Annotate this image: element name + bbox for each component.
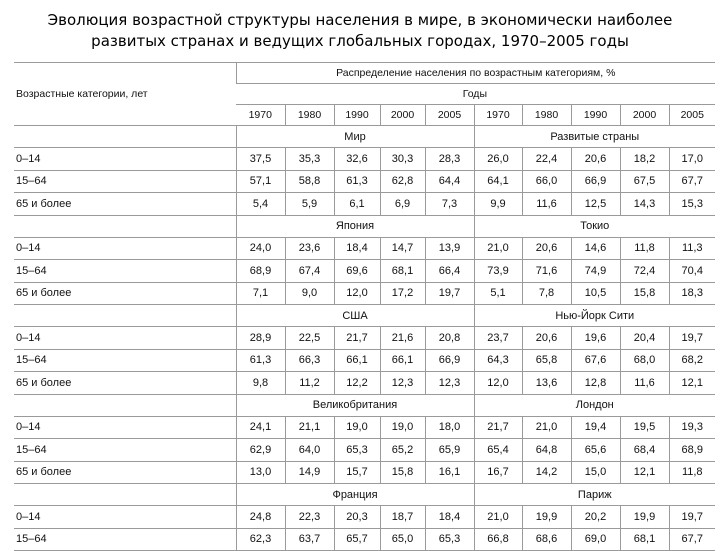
value-cell: 24,1 xyxy=(236,416,285,439)
value-cell: 22,4 xyxy=(522,148,571,171)
age-category-label: 15–64 xyxy=(14,528,236,551)
age-category-label: 15–64 xyxy=(14,260,236,283)
value-cell: 65,2 xyxy=(380,439,425,462)
value-cell: 19,7 xyxy=(669,506,715,529)
value-cell: 26,0 xyxy=(474,148,522,171)
title-line-1: Эволюция возрастной структуры населения в мире, в экономически наиболее xyxy=(47,11,673,29)
value-cell: 65,3 xyxy=(334,439,380,462)
value-cell: 12,3 xyxy=(380,372,425,395)
value-cell: 66,1 xyxy=(380,349,425,372)
value-cell: 28,9 xyxy=(236,327,285,350)
value-cell: 11,3 xyxy=(669,237,715,260)
table-row xyxy=(14,327,715,350)
age-categories-header: Возрастные категории, лет xyxy=(14,63,236,126)
table-row xyxy=(14,416,715,439)
table-row xyxy=(14,372,715,395)
value-cell: 68,4 xyxy=(620,439,669,462)
value-cell: 66,9 xyxy=(425,349,474,372)
value-cell: 28,3 xyxy=(425,148,474,171)
region-spacer xyxy=(14,126,236,148)
year-header-cell: 2000 xyxy=(380,105,425,126)
value-cell: 11,6 xyxy=(620,372,669,395)
table-row xyxy=(14,439,715,462)
years-header: Годы xyxy=(236,84,715,105)
value-cell: 18,3 xyxy=(669,282,715,305)
value-cell: 61,3 xyxy=(334,170,380,193)
value-cell: 15,0 xyxy=(571,461,620,484)
value-cell: 19,5 xyxy=(620,416,669,439)
value-cell: 22,3 xyxy=(285,506,334,529)
table-row xyxy=(14,260,715,283)
value-cell: 14,2 xyxy=(522,461,571,484)
value-cell: 19,9 xyxy=(522,506,571,529)
value-cell: 20,6 xyxy=(522,237,571,260)
value-cell: 13,0 xyxy=(236,461,285,484)
value-cell: 22,5 xyxy=(285,327,334,350)
age-category-label: 65 и более xyxy=(14,282,236,305)
value-cell: 66,9 xyxy=(571,170,620,193)
value-cell: 68,2 xyxy=(669,349,715,372)
age-category-label: 65 и более xyxy=(14,193,236,216)
value-cell: 7,3 xyxy=(425,193,474,216)
value-cell: 20,4 xyxy=(620,327,669,350)
value-cell: 20,6 xyxy=(571,148,620,171)
table-row xyxy=(14,349,715,372)
age-category-label: 15–64 xyxy=(14,349,236,372)
table-row xyxy=(14,461,715,484)
value-cell: 67,5 xyxy=(620,170,669,193)
value-cell: 65,0 xyxy=(380,528,425,551)
region-name-right: Развитые страны xyxy=(474,126,715,148)
value-cell: 21,7 xyxy=(474,416,522,439)
value-cell: 17,2 xyxy=(380,282,425,305)
value-cell: 64,4 xyxy=(425,170,474,193)
value-cell: 65,9 xyxy=(425,439,474,462)
value-cell: 9,9 xyxy=(474,193,522,216)
value-cell: 66,1 xyxy=(334,349,380,372)
value-cell: 69,6 xyxy=(334,260,380,283)
value-cell: 37,5 xyxy=(236,148,285,171)
value-cell: 67,7 xyxy=(669,528,715,551)
value-cell: 5,1 xyxy=(474,282,522,305)
age-category-label: 0–14 xyxy=(14,237,236,260)
table-row xyxy=(14,282,715,305)
region-header-row xyxy=(14,394,715,416)
value-cell: 57,1 xyxy=(236,170,285,193)
value-cell: 5,9 xyxy=(285,193,334,216)
value-cell: 12,1 xyxy=(669,372,715,395)
value-cell: 68,1 xyxy=(380,260,425,283)
value-cell: 73,9 xyxy=(474,260,522,283)
value-cell: 21,7 xyxy=(334,327,380,350)
table-row xyxy=(14,148,715,171)
value-cell: 66,3 xyxy=(285,349,334,372)
value-cell: 14,3 xyxy=(620,193,669,216)
region-header-row xyxy=(14,126,715,148)
value-cell: 23,7 xyxy=(474,327,522,350)
value-cell: 68,0 xyxy=(620,349,669,372)
value-cell: 23,6 xyxy=(285,237,334,260)
region-name-right: Нью-Йорк Сити xyxy=(474,305,715,327)
value-cell: 7,1 xyxy=(236,282,285,305)
value-cell: 65,7 xyxy=(334,528,380,551)
region-name-left: Франция xyxy=(236,484,474,506)
value-cell: 14,6 xyxy=(571,237,620,260)
value-cell: 20,2 xyxy=(571,506,620,529)
table-row xyxy=(14,193,715,216)
age-category-label: 0–14 xyxy=(14,416,236,439)
table-body xyxy=(14,63,715,551)
value-cell: 19,7 xyxy=(425,282,474,305)
region-name-left: США xyxy=(236,305,474,327)
value-cell: 20,3 xyxy=(334,506,380,529)
table-row xyxy=(14,237,715,260)
value-cell: 61,3 xyxy=(236,349,285,372)
region-name-left: Япония xyxy=(236,215,474,237)
value-cell: 16,1 xyxy=(425,461,474,484)
value-cell: 35,3 xyxy=(285,148,334,171)
age-category-label: 0–14 xyxy=(14,327,236,350)
value-cell: 65,3 xyxy=(425,528,474,551)
region-spacer xyxy=(14,305,236,327)
value-cell: 62,9 xyxy=(236,439,285,462)
region-name-right: Париж xyxy=(474,484,715,506)
value-cell: 70,4 xyxy=(669,260,715,283)
value-cell: 64,3 xyxy=(474,349,522,372)
title-line-2: развитых странах и ведущих глобальных городах, 1970–2005 годы xyxy=(91,32,629,50)
value-cell: 21,0 xyxy=(474,506,522,529)
value-cell: 67,6 xyxy=(571,349,620,372)
region-name-left: Мир xyxy=(236,126,474,148)
value-cell: 19,9 xyxy=(620,506,669,529)
value-cell: 19,7 xyxy=(669,327,715,350)
value-cell: 11,8 xyxy=(620,237,669,260)
value-cell: 64,0 xyxy=(285,439,334,462)
age-category-label: 15–64 xyxy=(14,170,236,193)
year-header-cell: 1990 xyxy=(334,105,380,126)
value-cell: 18,4 xyxy=(334,237,380,260)
value-cell: 14,9 xyxy=(285,461,334,484)
value-cell: 12,5 xyxy=(571,193,620,216)
value-cell: 12,0 xyxy=(474,372,522,395)
value-cell: 18,4 xyxy=(425,506,474,529)
value-cell: 72,4 xyxy=(620,260,669,283)
table-title xyxy=(0,10,720,52)
value-cell: 66,0 xyxy=(522,170,571,193)
value-cell: 13,9 xyxy=(425,237,474,260)
value-cell: 67,7 xyxy=(669,170,715,193)
region-name-left: Великобритания xyxy=(236,394,474,416)
value-cell: 68,6 xyxy=(522,528,571,551)
region-name-right: Токио xyxy=(474,215,715,237)
value-cell: 18,7 xyxy=(380,506,425,529)
value-cell: 6,9 xyxy=(380,193,425,216)
age-structure-table xyxy=(14,62,715,551)
value-cell: 24,8 xyxy=(236,506,285,529)
value-cell: 21,0 xyxy=(474,237,522,260)
region-spacer xyxy=(14,484,236,506)
age-category-label: 65 и более xyxy=(14,461,236,484)
value-cell: 7,8 xyxy=(522,282,571,305)
region-spacer xyxy=(14,215,236,237)
value-cell: 68,1 xyxy=(620,528,669,551)
value-cell: 62,8 xyxy=(380,170,425,193)
value-cell: 18,2 xyxy=(620,148,669,171)
value-cell: 10,5 xyxy=(571,282,620,305)
value-cell: 15,8 xyxy=(620,282,669,305)
value-cell: 69,0 xyxy=(571,528,620,551)
value-cell: 15,3 xyxy=(669,193,715,216)
value-cell: 19,0 xyxy=(334,416,380,439)
value-cell: 15,8 xyxy=(380,461,425,484)
value-cell: 16,7 xyxy=(474,461,522,484)
value-cell: 19,4 xyxy=(571,416,620,439)
value-cell: 21,6 xyxy=(380,327,425,350)
region-name-right: Лондон xyxy=(474,394,715,416)
value-cell: 18,0 xyxy=(425,416,474,439)
year-header-cell: 2005 xyxy=(425,105,474,126)
age-category-label: 0–14 xyxy=(14,148,236,171)
value-cell: 12,1 xyxy=(620,461,669,484)
value-cell: 13,6 xyxy=(522,372,571,395)
value-cell: 21,0 xyxy=(522,416,571,439)
value-cell: 21,1 xyxy=(285,416,334,439)
value-cell: 20,8 xyxy=(425,327,474,350)
age-category-label: 65 и более xyxy=(14,372,236,395)
value-cell: 71,6 xyxy=(522,260,571,283)
value-cell: 19,3 xyxy=(669,416,715,439)
year-header-cell: 1970 xyxy=(474,105,522,126)
value-cell: 67,4 xyxy=(285,260,334,283)
value-cell: 63,7 xyxy=(285,528,334,551)
value-cell: 68,9 xyxy=(669,439,715,462)
value-cell: 17,0 xyxy=(669,148,715,171)
value-cell: 11,8 xyxy=(669,461,715,484)
value-cell: 12,3 xyxy=(425,372,474,395)
value-cell: 62,3 xyxy=(236,528,285,551)
year-header-cell: 1990 xyxy=(571,105,620,126)
year-header-cell: 1970 xyxy=(236,105,285,126)
value-cell: 68,9 xyxy=(236,260,285,283)
region-header-row xyxy=(14,305,715,327)
value-cell: 11,2 xyxy=(285,372,334,395)
year-header-cell: 1980 xyxy=(285,105,334,126)
distribution-header: Распределение населения по возрастным категориям, % xyxy=(236,63,715,84)
table-row xyxy=(14,170,715,193)
region-header-row xyxy=(14,215,715,237)
region-spacer xyxy=(14,394,236,416)
year-header-cell: 1980 xyxy=(522,105,571,126)
value-cell: 58,8 xyxy=(285,170,334,193)
value-cell: 66,8 xyxy=(474,528,522,551)
value-cell: 65,8 xyxy=(522,349,571,372)
value-cell: 32,6 xyxy=(334,148,380,171)
value-cell: 64,1 xyxy=(474,170,522,193)
value-cell: 6,1 xyxy=(334,193,380,216)
value-cell: 65,6 xyxy=(571,439,620,462)
year-header-cell: 2005 xyxy=(669,105,715,126)
value-cell: 64,8 xyxy=(522,439,571,462)
value-cell: 30,3 xyxy=(380,148,425,171)
value-cell: 9,8 xyxy=(236,372,285,395)
age-category-label: 15–64 xyxy=(14,439,236,462)
value-cell: 74,9 xyxy=(571,260,620,283)
table-row xyxy=(14,506,715,529)
value-cell: 66,4 xyxy=(425,260,474,283)
region-header-row xyxy=(14,484,715,506)
value-cell: 65,4 xyxy=(474,439,522,462)
value-cell: 11,6 xyxy=(522,193,571,216)
value-cell: 12,0 xyxy=(334,282,380,305)
table-row xyxy=(14,528,715,551)
value-cell: 19,6 xyxy=(571,327,620,350)
value-cell: 14,7 xyxy=(380,237,425,260)
value-cell: 19,0 xyxy=(380,416,425,439)
value-cell: 24,0 xyxy=(236,237,285,260)
year-header-cell: 2000 xyxy=(620,105,669,126)
value-cell: 20,6 xyxy=(522,327,571,350)
value-cell: 12,8 xyxy=(571,372,620,395)
value-cell: 15,7 xyxy=(334,461,380,484)
value-cell: 5,4 xyxy=(236,193,285,216)
value-cell: 12,2 xyxy=(334,372,380,395)
age-category-label: 0–14 xyxy=(14,506,236,529)
value-cell: 9,0 xyxy=(285,282,334,305)
